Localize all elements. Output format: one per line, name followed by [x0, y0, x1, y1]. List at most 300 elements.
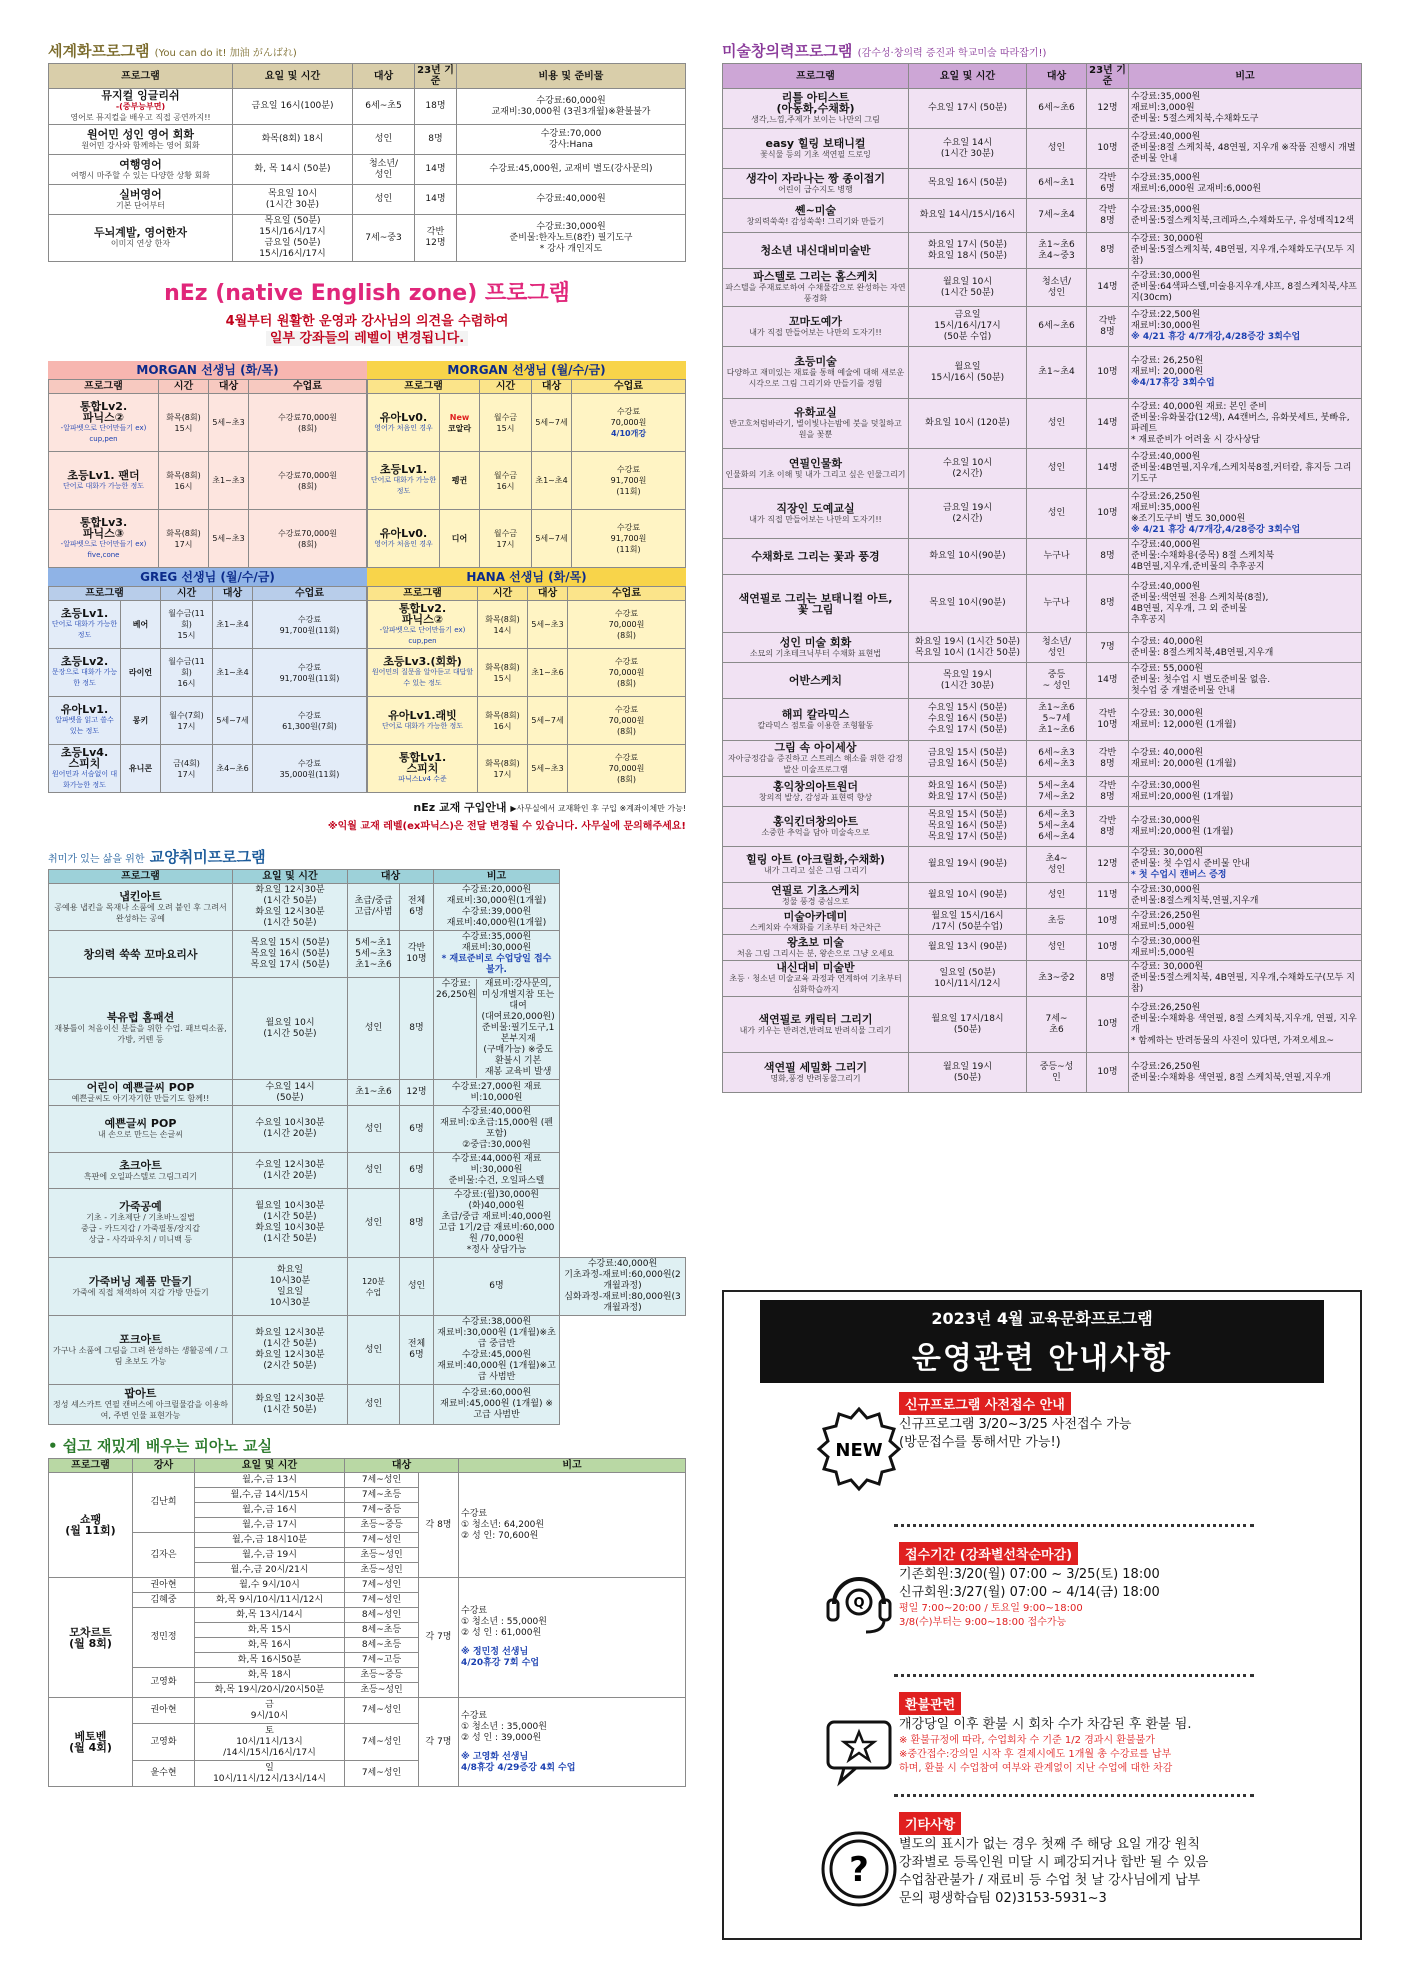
count-cell: 8명 [400, 1189, 434, 1258]
program-cell [723, 777, 909, 807]
table-row [723, 777, 1362, 807]
target-cell: 성인 [1027, 129, 1087, 169]
note-cell [1129, 909, 1362, 935]
time-cell: 수요일 14시 (50분) [233, 1080, 348, 1106]
nez-program-desc: -알파벳으로 단어만들기 ex) five,cone [60, 539, 147, 559]
time-cell: 화요일 12시30분 (1시간 50분) 화요일 12시30분 (2시간 50분) [233, 1316, 348, 1385]
target-cell: 5세~초4 7세~초2 [1027, 777, 1087, 807]
note-cell [1129, 199, 1362, 233]
column-header: 대상 [1027, 64, 1087, 89]
time-cell: 화요일 10시 (120분) [909, 399, 1027, 449]
time-cell: 화요일 16시 (50분) 화요일 17시 (50분) [909, 777, 1027, 807]
nez-level-name: 라이언 [128, 668, 153, 677]
count-cell: 각반 12명 [415, 215, 457, 262]
program-description: 기초 - 기초제단 / 기초바느질법 중급 - 카드지갑 / 가죽필통/장지갑 상급 - 사각파우치 / 미니백 등 [81, 1213, 200, 1244]
piano-target-cell: 7세~성인 [345, 1724, 419, 1761]
table-row [49, 215, 686, 262]
world-section-title [48, 40, 686, 61]
program-name: 가죽공예 [119, 1200, 162, 1213]
right-column [722, 36, 1362, 1093]
nez-time-cell: 화목(8회) 17시 [478, 745, 528, 793]
left-column [48, 36, 686, 1787]
time-cell: 일요일 (50분) 10시/11시/12시 [909, 961, 1027, 997]
nez-row [49, 510, 367, 568]
notice-line: 문의 평생학습팀 02)3153-5931~3 [899, 1891, 1107, 1906]
target-cell: 성인 [1027, 883, 1087, 909]
table-row [723, 997, 1362, 1053]
nez-time-cell: 월수금(11회) 15시 [161, 601, 213, 649]
target-cell: 중등 ~ 성인 [1027, 663, 1087, 699]
nez-program-desc: 원어민과 서슴없이 대화가능한 정도 [51, 769, 118, 789]
target-cell: 7세~중3 [353, 215, 415, 262]
column-header: 프로그램 [49, 587, 161, 601]
note-cell: 수강료:44,000원 재료비:30,000원 준비물:수건, 오일파스텔 [434, 1153, 560, 1189]
program-name: 뮤지컬 잉글리쉬 -(중부능부면) [51, 90, 230, 112]
nez-row [368, 510, 686, 568]
time-cell: 화요일 19시 (1시간 50분) 목요일 10시 (1시간 50분) [909, 633, 1027, 663]
column-header: 시간 [159, 380, 209, 394]
table-row [723, 129, 1362, 169]
nez-time-cell: 금(4회) 17시 [161, 745, 213, 793]
art-header-row [723, 64, 1362, 89]
target-cell: 성인 [348, 1385, 400, 1425]
program-description: 내가 직접 만들어보는 나만의 도자기!! [749, 514, 882, 524]
time-cell: 금요일 15시/16시/17시 (50분 수업) [909, 307, 1027, 347]
piano-time-cell: 화,목 13시/14시 [195, 1608, 345, 1623]
nez-program-name: 유아Lv0. [379, 410, 428, 424]
program-cell [723, 847, 909, 883]
target-cell: 성인 [353, 125, 415, 155]
note-line: 수강료:35,000원 [461, 932, 532, 942]
notice-box [722, 1290, 1362, 1940]
notice-line: 개강당일 이후 환불 시 회차 수가 차감된 후 환불 됨. [899, 1717, 1192, 1732]
note-cell [1129, 347, 1362, 399]
count-cell: 12명 [400, 1080, 434, 1106]
table-row [49, 89, 686, 125]
piano-time-cell: 토 10시/11시/13시 /14시/15시/16시/17시 [195, 1724, 345, 1761]
piano-time-cell: 화,목 16시50분 [195, 1653, 345, 1668]
program-cell [723, 741, 909, 777]
piano-time-cell: 일 10시/11시/12시/13시/14시 [195, 1761, 345, 1787]
time-cell: 화요일 10시30분 일요일 10시30분 [233, 1258, 348, 1316]
time-cell: 월요일 17시/18시 (50분) [909, 997, 1027, 1053]
column-header: 프로그램 [49, 1459, 133, 1473]
nez-row [49, 649, 367, 697]
art-section-title [722, 40, 1362, 61]
count-cell: 8명 [1087, 961, 1129, 997]
count-cell: 8명 [400, 978, 434, 1080]
nez-block-title: MORGAN 선생님 (화/목) [48, 361, 367, 379]
column-header: 수업료 [253, 587, 367, 601]
target-cell: 6세~초3 6세~초3 [1027, 741, 1087, 777]
program-name: 직장인 도예교실 [776, 501, 855, 515]
hobby-section-title [48, 846, 686, 867]
cost-cell: 수강료:70,000 강사:Hana [457, 125, 686, 155]
piano-teacher-cell: 김혜중 [133, 1593, 195, 1608]
table-row [49, 1153, 686, 1189]
program-description: 정물 풍경 중심으로 [782, 896, 849, 906]
program-name: 초등미술 [794, 355, 837, 368]
note-text: 수강료: 26,250원 재료비: 20,000원 [1131, 356, 1204, 377]
count-cell: 18명 [415, 89, 457, 125]
nez-time-cell: 월수금 17시 [480, 510, 532, 568]
nez-time-cell: 화목(8회) 15시 [159, 394, 209, 452]
note-cell [1129, 777, 1362, 807]
program-cell [49, 1106, 233, 1153]
nez-teacher-cell [440, 452, 480, 510]
nez-program-name: 유아Lv1.래빗 [388, 708, 457, 722]
piano-target-cell: 7세~중등 [345, 1503, 419, 1518]
piano-time-cell: 월,수,금 16시 [195, 1503, 345, 1518]
count-cell: 14명 [1087, 663, 1129, 699]
note-cell [1129, 449, 1362, 489]
column-header: 23년 기준 [415, 64, 457, 89]
program-name: 색연필로 캐릭터 그리기 [758, 1012, 873, 1026]
table-row [723, 807, 1362, 847]
program-cell [723, 575, 909, 633]
column-header: 수업료 [568, 587, 686, 601]
nez-fee-cell: 수강료 70,000원 4/10개강 [572, 394, 686, 452]
piano-target-cell: 7세~성인 [345, 1533, 419, 1548]
program-description: 정성 셰스카트 연필 캔버스에 아크릴물감을 이용하여, 주변 인물 표현가능 [52, 1400, 228, 1420]
piano-note-cell [459, 1698, 686, 1787]
target-cell: 성인 [348, 1153, 400, 1189]
note-text: 수강료: 40,000원 재료비: 20,000원 (1개월) [1131, 747, 1237, 769]
note-text: 수강료: 55,000원 준비물: 첫수업 시 별도준비물 없음. 첫수업 중 개별준비물 안내 [1131, 664, 1271, 696]
target-cell: 성인 [1027, 935, 1087, 961]
nez-target-cell: 5세~초3 [209, 510, 249, 568]
dotted-divider [894, 1794, 1254, 1797]
nez-target-cell: 5세~7세 [528, 697, 568, 745]
column-header: 비고 [1129, 64, 1362, 89]
program-description: 공예용 냅킨을 목재나 소품에 오려 붙인 후 그려서 완성하는 공예 [54, 902, 227, 923]
program-cell [49, 1080, 233, 1106]
time-cell: 수요일 15시 (50분) 수요일 16시 (50분) 수요일 17시 (50분) [909, 699, 1027, 741]
nez-row [368, 394, 686, 452]
program-cell [723, 997, 909, 1053]
note-cell: 수강료:20,000원 재료비:30,000원(1개월) 수강료:39,000원 재료비:40,000원(1개월) [434, 884, 560, 931]
piano-program-table [48, 1458, 686, 1787]
art-title-text: 미술창의력프로그램 [722, 42, 853, 60]
nez-schedule-grid [48, 361, 686, 793]
nez-row [368, 745, 686, 793]
column-header: 강사 [133, 1459, 195, 1473]
notice-small-line: ※중간접수:강의일 시작 후 결제시에도 1개월 총 수강료를 납부 [899, 1749, 1172, 1760]
column-header: 요일 및 시간 [909, 64, 1027, 89]
table-row [723, 269, 1362, 307]
count-cell: 6명 [434, 1258, 560, 1316]
nez-program-cell [368, 745, 478, 793]
piano-count-cell: 각 7명 [419, 1578, 459, 1698]
table-row [49, 125, 686, 155]
note-cell [1129, 1053, 1362, 1093]
note-text: 수강료:40,000원 준비물:8절 스케치북, 48연필, 지우개 ※작품 진행시 개별준비물 안내 [1131, 132, 1356, 164]
nez-row [368, 649, 686, 697]
program-cell [49, 185, 233, 215]
program-name: 여행영어 [119, 157, 162, 171]
nez-program-desc: 단어로 대화가 가능한 정도 [381, 721, 464, 730]
count-cell: 6명 [400, 1106, 434, 1153]
column-header: 프로그램 [49, 64, 233, 89]
note-text: 수강료:30,000원 재료비:20,000원 (1개월) [1131, 780, 1234, 802]
piano-fee: 수강료 ① 청소년: 64,200원 ② 성 인: 70,600원 [461, 1508, 545, 1541]
nez-target-cell: 초1~초4 [532, 452, 572, 510]
nez-program-desc: -알파벳으로 단어만들기 ex) cup,pen [60, 423, 147, 443]
note-text: 수강료:35,000원 재료비:3,000원 준비물: 5절스케치북,수채화도구 [1131, 92, 1259, 124]
nez-teacher-cell [121, 649, 161, 697]
svg-text:NEW: NEW [835, 1440, 883, 1461]
target-cell: 6세~초1 [1027, 169, 1087, 199]
nez-fee-cell: 수강료 91,700원(11회) [253, 649, 367, 697]
note-cell: 수강료:38,000원 재료비:30,000원 (1개월)※초급 중급반 수강료:45,000원 재료비:40,000원 (1개월)※고급 사범반 [434, 1316, 560, 1385]
nez-block-table [367, 379, 686, 568]
note-text: 수강료:40,000원 준비물:색연필 전용 스케치북(8절), 4B연필, 지우개, 그 외 준비물 추후공지 [1131, 581, 1269, 625]
count-cell: 8명 [1087, 233, 1129, 269]
count-cell: 10명 [1087, 997, 1129, 1053]
nez-program-cell [49, 697, 121, 745]
count-cell: 14명 [1087, 399, 1129, 449]
note-cell [1129, 129, 1362, 169]
column-header: 비고 [434, 870, 560, 884]
time-cell: 목요일 15시 (50분) 목요일 16시 (50분) 목요일 17시 (50분) [909, 807, 1027, 847]
piano-target-cell: 초등~성인 [345, 1683, 419, 1698]
note-text: 수강료:26,250원 준비물:수채화용 색연필, 8절 스케치북,연필,지우개 [1131, 1061, 1331, 1083]
nez-program-cell [368, 452, 440, 510]
note-text: 수강료:26,250원 재료비:5,000원 [1131, 910, 1201, 932]
target-cell: 누구나 [1027, 539, 1087, 575]
program-description: 가구나 소품에 그림을 그려 완성하는 생활공예 / 그림 초보도 가능 [52, 1345, 229, 1366]
nez-time-cell: 화목(8회) 15시 [478, 649, 528, 697]
note-cell [1129, 633, 1362, 663]
target-cell: 초1~초6 초4~중3 [1027, 233, 1087, 269]
column-header: 프로그램 [49, 380, 159, 394]
note-highlight: ※ 4/21 휴강 4/7개강,4/28증강 3회수업 [1131, 524, 1301, 535]
headset-icon [814, 1554, 904, 1644]
nez-row [368, 697, 686, 745]
cost-cell: 수강료:40,000원 [457, 185, 686, 215]
svg-text:?: ? [849, 1850, 869, 1890]
program-cell [723, 909, 909, 935]
piano-target-cell: 8세~초등 [345, 1638, 419, 1653]
program-description: 창의력쑥쑥! 감성쑥쑥! 그리기와 만들기 [746, 216, 885, 226]
program-description: 어린이 급수지도 병행 [778, 184, 853, 194]
program-cell [723, 633, 909, 663]
program-description: 가죽에 직접 채색하여 지갑 가방 만들기 [72, 1287, 209, 1297]
program-name: 북유럽 홈패션 [106, 1011, 175, 1024]
nez-block-table [367, 586, 686, 793]
nez-level-name: 디어 [451, 534, 468, 543]
program-description: 초등 · 청소년 미술교육 과정과 연계하여 기초부터 심화학습까지 [729, 974, 902, 994]
nez-buy-text: ▶사무실에서 교재확인 후 구입 ※계좌이체만 가능! [510, 804, 686, 813]
column-header: 수업료 [249, 380, 367, 394]
count-cell: 전체 6명 [400, 884, 434, 931]
target-cell: 성인 [1027, 489, 1087, 539]
nez-warning: ※익월 교재 레벨(ex파닉스)은 전달 변경될 수 있습니다. 사무실에 문의해주세요! [327, 821, 686, 832]
program-cell [723, 129, 909, 169]
nez-teacher-cell [121, 697, 161, 745]
program-name: 포크아트 [119, 1332, 162, 1346]
column-header: 프로그램 [49, 870, 233, 884]
program-cell [723, 449, 909, 489]
nez-row [49, 452, 367, 510]
program-name: 그림 속 아이세상 [774, 741, 857, 754]
program-name: 청소년 내신대비미술반 [760, 244, 871, 257]
time-cell: 월요일 15시/16시 /17시 (50분수업) [909, 909, 1027, 935]
piano-time-cell: 월,수,금 14시/15시 [195, 1488, 345, 1503]
nez-program-cell [368, 697, 478, 745]
program-cell [723, 347, 909, 399]
program-cell [723, 307, 909, 347]
nez-level-name: 펭귄 [451, 476, 468, 485]
nez-program-cell [49, 452, 159, 510]
table-row [723, 307, 1362, 347]
program-description: 반고흐처럼바라기, 별이빛나는밤에 붓을 덧칠하고 원을 꽃뿐 [729, 419, 902, 439]
program-name: 연필로 기초스케치 [771, 883, 860, 897]
program-name: 연필인물화 [788, 456, 843, 470]
nez-program-cell [368, 601, 478, 649]
program-cell [49, 1316, 233, 1385]
program-description: 인물화의 기초 이해 및 내가 그리고 싶은 인물그리기 [725, 469, 906, 479]
count-cell: 12명 [1087, 847, 1129, 883]
time-cell: 월요일 13시 (90분) [909, 935, 1027, 961]
count-cell: 각반 8명 [1087, 777, 1129, 807]
target-cell: 7세~ 초6 [1027, 997, 1087, 1053]
program-name: 팝아트 [124, 1387, 157, 1400]
target-cell: 초1~초6 [348, 1080, 400, 1106]
world-program-table [48, 63, 686, 262]
table-row [49, 1316, 686, 1385]
note-text: 수강료:30,000원 준비물:64색파스텔,미술용지우개,샤프, 8절스케치북,샤프지(30cm) [1131, 271, 1357, 303]
nez-teacher-cell [121, 601, 161, 649]
target-cell: 성인 [348, 1106, 400, 1153]
piano-schedule-note: ※ 고영화 선생님 4/8휴강 4/29증강 4회 수업 [461, 1751, 576, 1773]
nez-time-cell: 월수(7회) 17시 [161, 697, 213, 745]
target-cell: 성인 [400, 1258, 434, 1316]
target-cell: 6세~초3 5세~초4 6세~초4 [1027, 807, 1087, 847]
nez-notice-line-2: 일부 강좌들의 레벨이 변경됩니다. [266, 331, 468, 346]
time-cell: 목요일 19시 (1시간 30분) [909, 663, 1027, 699]
nez-title: nEz (native English zone) 프로그램 [164, 281, 570, 306]
program-description: 내 손으로 만드는 손글씨 [98, 1130, 183, 1139]
program-name: 색연필로 그리는 보태니컬 아트, 꽃 그림 [738, 591, 893, 616]
nez-program-name: 초등Lv4. 스피치 [60, 745, 109, 770]
nez-block-3 [367, 568, 686, 793]
piano-teacher-cell: 김자은 [133, 1533, 195, 1578]
piano-time-cell: 월,수,금 18시10분 [195, 1533, 345, 1548]
target-cell: 성인 [1027, 399, 1087, 449]
program-cell [723, 89, 909, 129]
notice-text [899, 1416, 1131, 1452]
note-line: 재료비:30,000원 [461, 943, 532, 953]
table-row [723, 961, 1362, 997]
piano-time-cell: 화,목 15시 [195, 1623, 345, 1638]
nez-row [49, 745, 367, 793]
note-cell [1129, 399, 1362, 449]
program-name: 해피 칼라믹스 [781, 707, 850, 721]
nez-block-title: GREG 선생님 (월/수/금) [48, 568, 367, 586]
piano-teacher-cell: 권아현 [133, 1698, 195, 1724]
table-row [723, 233, 1362, 269]
table-row [723, 699, 1362, 741]
program-cell [49, 155, 233, 185]
notice-line: 기존회원:3/20(월) 07:00 ~ 3/25(토) 18:00 [899, 1567, 1160, 1582]
table-row [723, 89, 1362, 129]
nez-buy-label: nEz 교재 구입안내 [413, 801, 507, 814]
note-cell [1129, 489, 1362, 539]
notice-text [899, 1566, 1160, 1630]
program-cell [723, 199, 909, 233]
column-header: 프로그램 [368, 587, 478, 601]
program-name: 창의력 쑥쑥 꼬마요리사 [83, 947, 198, 961]
target-cell: 5세~초1 5세~초3 초1~초6 [348, 931, 400, 978]
piano-target-cell: 7세~성인 [345, 1698, 419, 1724]
piano-target-cell: 초등~성인 [345, 1563, 419, 1578]
program-description: 소중한 추억을 담아 미술속으로 [761, 827, 870, 837]
piano-target-cell: 초등~성인 [345, 1548, 419, 1563]
program-name: 실버영어 [119, 187, 162, 201]
time-cell: 수요일 10시 (2시간) [909, 449, 1027, 489]
program-name: 왕초보 미술 [787, 935, 844, 949]
nez-time-cell: 화목(8회) 16시 [159, 452, 209, 510]
program-cell [49, 125, 233, 155]
program-cell [49, 1189, 233, 1258]
program-name: 생각이 자라나는 짱 종이접기 [746, 171, 885, 185]
program-description: 파스텔을 주재료로하여 수채물감으로 완성하는 자연풍경화 [725, 283, 906, 303]
program-name: 예쁜글씨 POP [104, 1117, 177, 1130]
table-row [49, 978, 686, 1080]
program-description: 내가 그리고 싶은 그림 그리기 [764, 865, 867, 875]
time-cell: 수요일 10시30분 (1시간 20분) [233, 1106, 348, 1153]
program-description: 재봉틀이 처음이신 분들을 위한 수업. 패브릭소품, 가방, 커텐 등 [54, 1024, 227, 1044]
nez-target-cell: 5세~초3 [528, 601, 568, 649]
piano-count-cell: 각 7명 [419, 1698, 459, 1787]
notice-line: 신규프로그램 3/20~3/25 사전접수 가능 [899, 1417, 1132, 1432]
notice-line: (방문접수를 통해서만 가능!) [899, 1435, 1061, 1450]
note-cell [1129, 807, 1362, 847]
note-text: 수강료:40,000원 준비물:수채화용(중목) 8절 스케치북 4B연필,지우개,준비물의 추후공지 [1131, 540, 1275, 572]
table-row [49, 155, 686, 185]
program-name: 냅킨아트 [119, 889, 162, 903]
column-header: 대상 [528, 587, 568, 601]
program-description: 명화,풍경 반려동물그리기 [770, 1073, 861, 1083]
note-highlight: * 첫 수업시 캔버스 증정 [1131, 870, 1227, 880]
note-text: 수강료:35,000원 준비물:5절스케치북,크레파스,수채화도구, 유성매직12색 [1131, 204, 1354, 226]
program-name: 꼬마도예가 [788, 314, 843, 328]
target-cell: 초급/중급 고급/사범 [348, 884, 400, 931]
hobby-program-table [48, 869, 686, 1425]
column-header: 수업료 [572, 380, 686, 394]
nez-time-cell: 화목(8회) 17시 [159, 510, 209, 568]
program-cell [723, 399, 909, 449]
nez-header-row [368, 380, 686, 394]
table-row [723, 883, 1362, 909]
target-cell: 6세~초6 [1027, 89, 1087, 129]
nez-program-desc: 알파벳을 읽고 쓸수 있는 정도 [55, 716, 114, 735]
note-text: 수강료: 40,000원 재료: 본인 준비 준비물:유화물감(12색), A4캔버스, 유화붓세트, 붓빠유, 파레트 * 재료준비가 어려울 시 강사상담 [1131, 401, 1350, 445]
note-cell [1129, 997, 1362, 1053]
nez-fee-cell: 수강료 35,000원(11회) [253, 745, 367, 793]
piano-target-cell: 7세~초등 [345, 1488, 419, 1503]
target-cell: 초3~중2 [1027, 961, 1087, 997]
nez-program-cell [368, 394, 440, 452]
note-cell [1129, 307, 1362, 347]
count-cell: 각반 8명 [1087, 199, 1129, 233]
column-header: 대상 [348, 870, 434, 884]
time-cell: 화요일 10시(90분) [909, 539, 1027, 575]
program-description: 내가 직접 만들어보는 나만의 도자기!! [749, 327, 882, 337]
cost-cell: 수강료:30,000원 준비물:한자노트(8칸) 필기도구 * 강사 개인지도 [457, 215, 686, 262]
nez-extra-note: 4/10개강 [610, 429, 647, 438]
